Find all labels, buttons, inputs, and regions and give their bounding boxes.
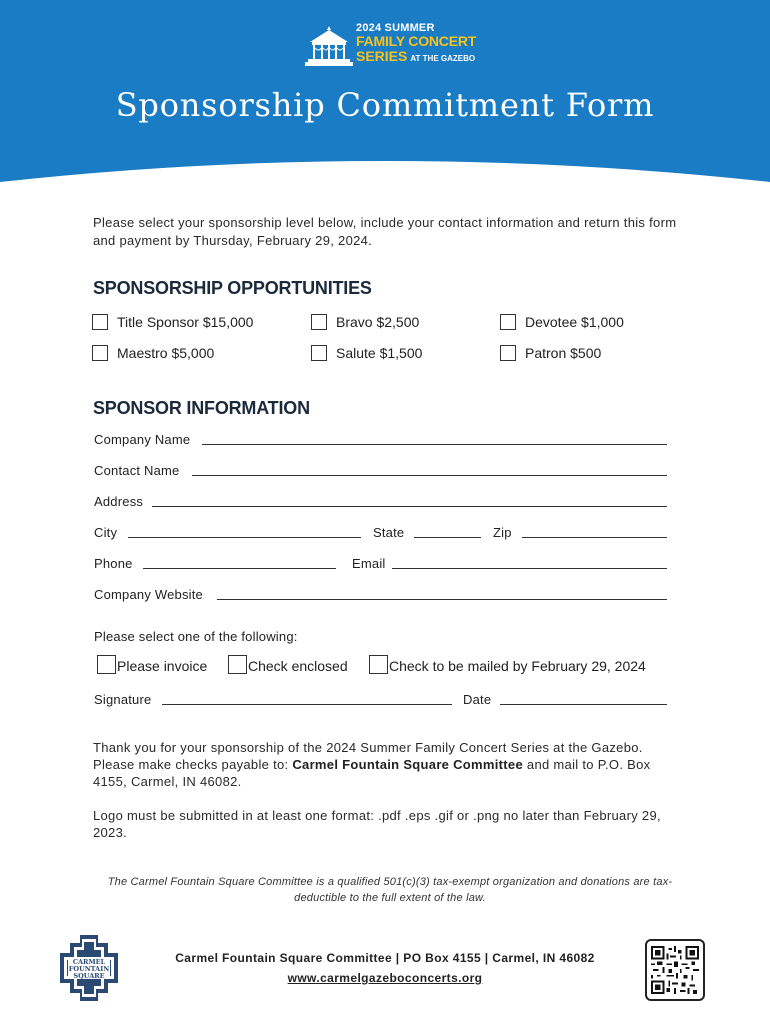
email-field[interactable] (392, 568, 667, 569)
state-field[interactable] (414, 537, 481, 538)
fountain-square-logo (60, 935, 118, 1001)
checkbox[interactable] (500, 345, 516, 361)
option-bravo[interactable] (311, 314, 419, 330)
option-maestro[interactable] (92, 345, 214, 361)
footer-website-link[interactable]: www.carmelgazeboconcerts.org (287, 971, 483, 985)
logo-word-square: SQUARE (73, 972, 105, 980)
payment-label: Check to be mailed by February 29, 2024 (389, 658, 646, 674)
logo-word-fountain: FOUNTAIN (68, 965, 110, 973)
payment-option-check-enclosed[interactable] (228, 655, 348, 674)
page-title: Sponsorship Commitment Form (115, 86, 655, 124)
logo-submission-note: Logo must be submitted in at least one format: .pdf .eps .gif or .png no later than February 29, 2023. (93, 808, 661, 840)
thank-you-text: Thank you for your sponsorship of the 2024 Summer Family Concert Series at the Gazebo. Please make checks payable to: Carmel Fountain Square Committee and mail to P.O. Box 4155, Carmel, IN 46082. (93, 740, 651, 789)
footer-address: Carmel Fountain Square Committee | PO Box 4155 | Carmel, IN 46082 (175, 951, 595, 965)
company-website-label: Company Website (94, 587, 203, 602)
payment-label: Check enclosed (248, 658, 348, 674)
address-field[interactable] (152, 506, 667, 507)
payment-option-check-mailed[interactable] (369, 655, 646, 674)
option-patron[interactable] (500, 345, 601, 361)
date-label: Date (463, 692, 492, 707)
city-field[interactable] (128, 537, 361, 538)
logo-year: 2024 SUMMER (356, 22, 435, 34)
payee-name: Carmel Fountain Square Committee (292, 757, 523, 772)
phone-field[interactable] (143, 568, 336, 569)
payment-label: Please invoice (117, 658, 208, 674)
tax-disclaimer: The Carmel Fountain Square Committee is a qualified 501(c)(3) tax-exempt organization and donations are tax-deductible to the full extent of the law. (107, 876, 673, 904)
email-label: Email (352, 556, 386, 571)
option-title-sponsor[interactable] (92, 314, 253, 330)
date-field[interactable] (500, 704, 667, 705)
contact-name-field[interactable] (192, 475, 667, 476)
payment-prompt: Please select one of the following: (94, 629, 298, 644)
sponsor-info-heading: SPONSOR INFORMATION (93, 398, 310, 418)
logo-title: FAMILY CONCERT (356, 33, 477, 49)
checkbox[interactable] (97, 655, 116, 674)
checkbox[interactable] (92, 345, 108, 361)
option-devotee[interactable] (500, 314, 624, 330)
option-label: Bravo $2,500 (336, 314, 420, 330)
address-label: Address (94, 494, 144, 509)
city-label: City (94, 525, 118, 540)
phone-label: Phone (94, 556, 133, 571)
option-label: Title Sponsor $15,000 (117, 314, 254, 330)
company-name-label: Company Name (94, 432, 191, 447)
payment-option-invoice[interactable] (97, 655, 207, 674)
signature-label: Signature (94, 692, 152, 707)
checkbox[interactable] (311, 345, 327, 361)
opportunities-heading: SPONSORSHIP OPPORTUNITIES (93, 278, 372, 298)
qr-code-icon (651, 945, 699, 995)
company-website-field[interactable] (217, 599, 667, 600)
checkbox[interactable] (228, 655, 247, 674)
gazebo-icon (304, 24, 354, 68)
option-label: Maestro $5,000 (117, 345, 215, 361)
qr-code[interactable] (645, 939, 705, 1001)
state-label: State (373, 525, 405, 540)
zip-field[interactable] (522, 537, 667, 538)
company-name-field[interactable] (202, 444, 667, 445)
intro-text: Please select your sponsorship level below, include your contact information and return this form and payment by Thursday, February 29, 2024. (93, 215, 677, 248)
checkbox[interactable] (92, 314, 108, 330)
logo-series: SERIES (356, 48, 408, 64)
contact-name-label: Contact Name (94, 463, 180, 478)
option-salute[interactable] (311, 345, 422, 361)
logo-word-carmel: CARMEL (72, 958, 106, 966)
logo-subtitle: AT THE GAZEBO (410, 54, 476, 63)
option-label: Salute $1,500 (336, 345, 423, 361)
option-label: Devotee $1,000 (525, 314, 624, 330)
checkbox[interactable] (500, 314, 516, 330)
signature-field[interactable] (162, 704, 452, 705)
concert-series-logo (300, 22, 480, 72)
checkbox[interactable] (311, 314, 327, 330)
zip-label: Zip (493, 525, 512, 540)
checkbox[interactable] (369, 655, 388, 674)
option-label: Patron $500 (525, 345, 602, 361)
